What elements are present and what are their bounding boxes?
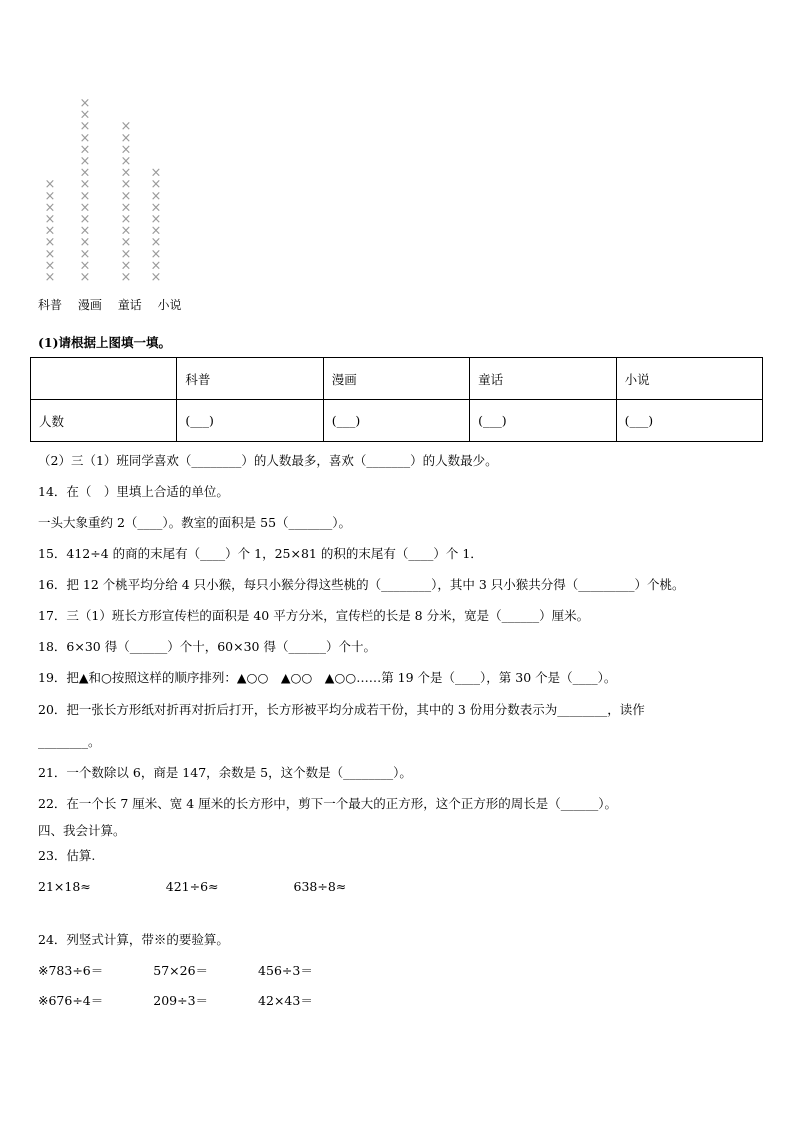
answer-blank-cell[interactable]: (___) xyxy=(616,400,762,442)
pictograph-mark: × xyxy=(150,200,162,216)
question-22: 22．在一个长 7 厘米、宽 4 厘米的长方形中，剪下一个最大的正方形，这个正方形的周长是（______）。 xyxy=(38,796,617,811)
question-17: 17．三（1）班长方形宣传栏的面积是 40 平方分米，宣传栏的长是 8 分米，宽是（______）厘米。 xyxy=(38,608,590,623)
pictograph-mark: × xyxy=(120,177,132,193)
pictograph-mark: × xyxy=(120,258,132,274)
pictograph-chart xyxy=(30,85,200,320)
pictograph-mark: × xyxy=(79,188,91,204)
pictograph-mark: × xyxy=(120,165,132,181)
pictograph-mark: × xyxy=(120,200,132,216)
question-14-body: 一头大象重约 2（____）。教室的面积是 55（_______）。 xyxy=(38,515,352,530)
pictograph-mark: × xyxy=(44,212,56,227)
pictograph-mark: × xyxy=(150,177,162,193)
pictograph-mark: × xyxy=(150,165,162,181)
pictograph-mark: × xyxy=(44,258,56,274)
pictograph-mark: × xyxy=(44,200,56,216)
answer-blank-cell[interactable]: (___) xyxy=(177,400,323,442)
pictograph-mark: × xyxy=(79,235,91,251)
table-row xyxy=(31,358,763,400)
question-20: 20．把一张长方形纸对折再对折后打开，长方形被平均分成若干份，其中的 3 份用分数表示为________，读作 xyxy=(38,702,645,717)
pictograph-mark: × xyxy=(120,235,132,251)
pictograph-mark: × xyxy=(79,177,91,193)
question-13-part-2: （2）三（1）班同学喜欢（________）的人数最多，喜欢（_______）的人数最少。 xyxy=(38,453,498,468)
answer-blank-cell[interactable]: (___) xyxy=(323,400,469,442)
table-header-cell: 小说 xyxy=(616,358,762,400)
pictograph-mark: × xyxy=(44,270,56,285)
section-4-heading: 四、我会计算。 xyxy=(38,823,126,838)
pictograph-mark: × xyxy=(120,119,132,135)
pictograph-mark: × xyxy=(79,154,91,169)
chart-category-label: 童话 xyxy=(117,298,142,312)
pictograph-mark: × xyxy=(120,188,132,204)
pictograph-mark: × xyxy=(79,130,91,146)
chart-category-label: 科普 xyxy=(38,298,63,312)
pictograph-mark: × xyxy=(79,142,91,158)
table-row xyxy=(31,400,763,442)
pictograph-mark: × xyxy=(44,223,56,239)
pictograph-mark: × xyxy=(120,270,132,285)
table-header-cell: 童话 xyxy=(470,358,616,400)
pictograph-mark: × xyxy=(44,235,56,251)
pictograph-mark: × xyxy=(44,177,56,193)
question-24: 24．列竖式计算，带※的要验算。 xyxy=(38,932,229,947)
table-header-cell: 漫画 xyxy=(323,358,469,400)
pictograph-mark: × xyxy=(79,96,91,111)
vertical-calc-row-1: ※783÷6＝ 57×26＝ 456÷3＝ xyxy=(38,963,313,978)
pictograph-mark: × xyxy=(79,258,91,274)
question-16: 16．把 12 个桃平均分给 4 只小猴，每只小猴分得这些桃的（________），其中 3 只小猴共分得（_________）个桃。 xyxy=(38,577,685,592)
pictograph-mark: × xyxy=(150,258,162,274)
chart-category-label: 小说 xyxy=(157,298,182,312)
chart-category-labels xyxy=(38,296,194,313)
pictograph-mark: × xyxy=(120,212,132,227)
question-23: 23．估算. xyxy=(38,848,96,863)
pictograph-mark: × xyxy=(150,188,162,204)
question-19: 19．把▲和○按照这样的顺序排列：▲○○ ▲○○ ▲○○……第 19 个是（____），第 30 个是（____）。 xyxy=(38,670,617,685)
table-cell xyxy=(31,358,177,400)
pictograph-mark: × xyxy=(44,246,56,262)
pictograph-mark: × xyxy=(120,246,132,262)
question-15: 15．412÷4 的商的末尾有（____）个 1，25×81 的积的末尾有（____）个 1． xyxy=(38,546,483,561)
pictograph-mark: × xyxy=(79,200,91,216)
pictograph-mark: × xyxy=(150,223,162,239)
pictograph-mark: × xyxy=(79,270,91,285)
question-14: 14．在（ ）里填上合适的单位。 xyxy=(38,484,229,499)
pictograph-mark: × xyxy=(79,119,91,135)
pictograph-mark: × xyxy=(79,165,91,181)
pictograph-mark: × xyxy=(44,188,56,204)
question-13-title: (1)请根据上图填一填。 xyxy=(38,335,172,350)
question-20-continued: ________。 xyxy=(38,734,101,749)
pictograph-mark: × xyxy=(120,223,132,239)
pictograph-mark: × xyxy=(79,212,91,227)
pictograph-mark: × xyxy=(79,223,91,239)
pictograph-mark: × xyxy=(120,154,132,169)
table-header-cell: 科普 xyxy=(177,358,323,400)
answer-blank-cell[interactable]: (___) xyxy=(470,400,616,442)
pictograph-mark: × xyxy=(150,246,162,262)
chart-category-label: 漫画 xyxy=(77,298,102,312)
pictograph-mark: × xyxy=(150,212,162,227)
pictograph-mark: × xyxy=(120,130,132,146)
vertical-calc-row-2: ※676÷4＝ 209÷3＝ 42×43＝ xyxy=(38,993,313,1008)
pictograph-mark: × xyxy=(150,270,162,285)
pictograph-mark: × xyxy=(79,246,91,262)
pictograph-marks xyxy=(30,85,200,290)
table-row-label: 人数 xyxy=(31,400,177,442)
count-table xyxy=(30,357,763,442)
pictograph-mark: × xyxy=(150,235,162,251)
pictograph-mark: × xyxy=(79,107,91,123)
question-18: 18．6×30 得（______）个十，60×30 得（______）个十。 xyxy=(38,639,376,654)
question-21: 21．一个数除以 6，商是 147，余数是 5，这个数是（________）。 xyxy=(38,765,412,780)
estimation-problems: 21×18≈ 421÷6≈ 638÷8≈ xyxy=(38,879,347,894)
pictograph-mark: × xyxy=(120,142,132,158)
